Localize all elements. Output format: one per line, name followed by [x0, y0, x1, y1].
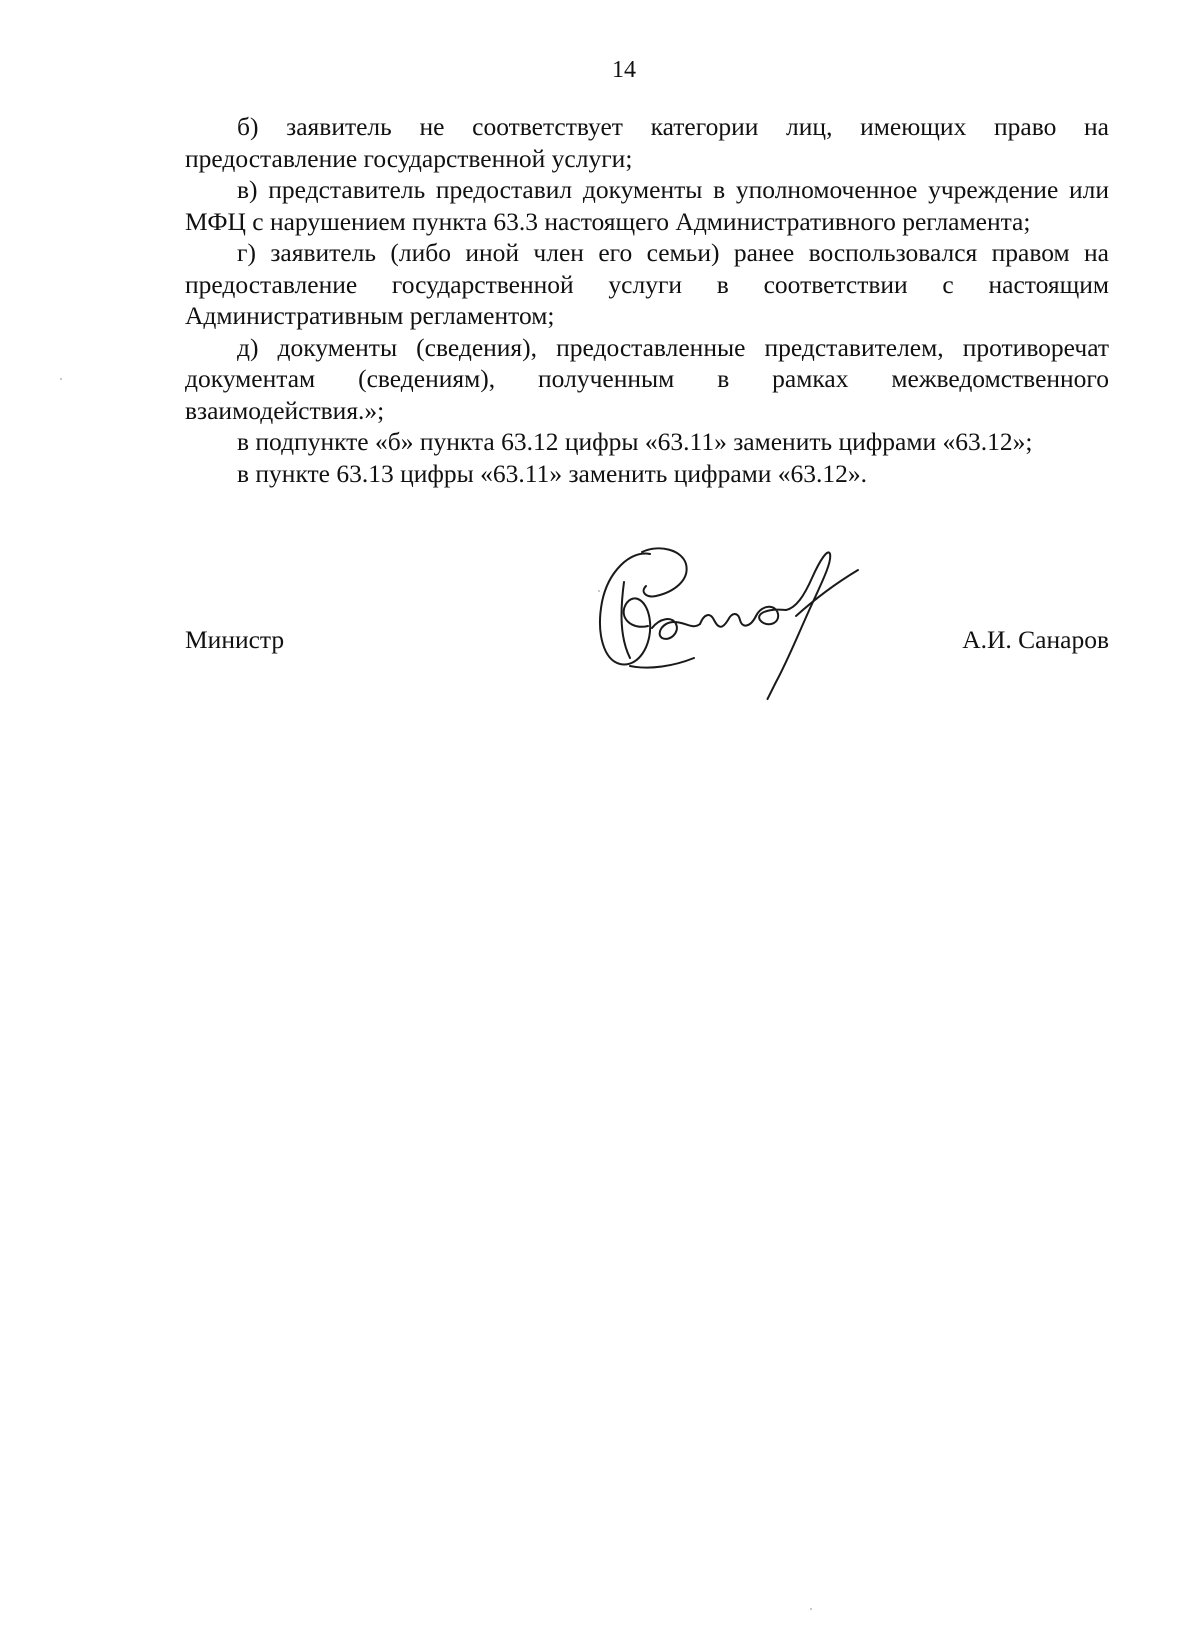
- signature-block: [185, 600, 1109, 690]
- paragraph-v: в) представитель предоставил документы в уполномоченное учреждение или МФЦ с нарушением пункта 63.3 настоящего Административного регламента;: [185, 175, 1109, 236]
- signatory-title: Министр: [185, 625, 285, 654]
- page-number: 14: [612, 57, 636, 83]
- signatory-name: А.И. Санаров: [962, 625, 1109, 654]
- paragraph-amendment-63-12: в подпункте «б» пункта 63.12 цифры «63.11» заменить цифрами «63.12»;: [237, 427, 1033, 456]
- paragraph-d: д) документы (сведения), предоставленные представителем, противоречат документам (сведениям), полученным в рамках межведомственного взаимодействия.»;: [185, 332, 1109, 425]
- scan-artifact: [598, 590, 600, 592]
- scan-artifact: [60, 378, 62, 380]
- paragraph-b: б) заявитель не соответствует категории лиц, имеющих право на предоставление государственной услуги;: [185, 112, 1109, 173]
- document-body: [185, 111, 1109, 489]
- scan-artifact: [810, 1608, 812, 1610]
- handwritten-signature: [590, 542, 880, 717]
- paragraph-g: г) заявитель (либо иной член его семьи) ранее воспользовался правом на предоставление государственной услуги в соответствии с настоящим Административным регламентом;: [185, 238, 1109, 330]
- paragraph-amendment-63-13: в пункте 63.13 цифры «63.11» заменить цифрами «63.12».: [237, 458, 868, 488]
